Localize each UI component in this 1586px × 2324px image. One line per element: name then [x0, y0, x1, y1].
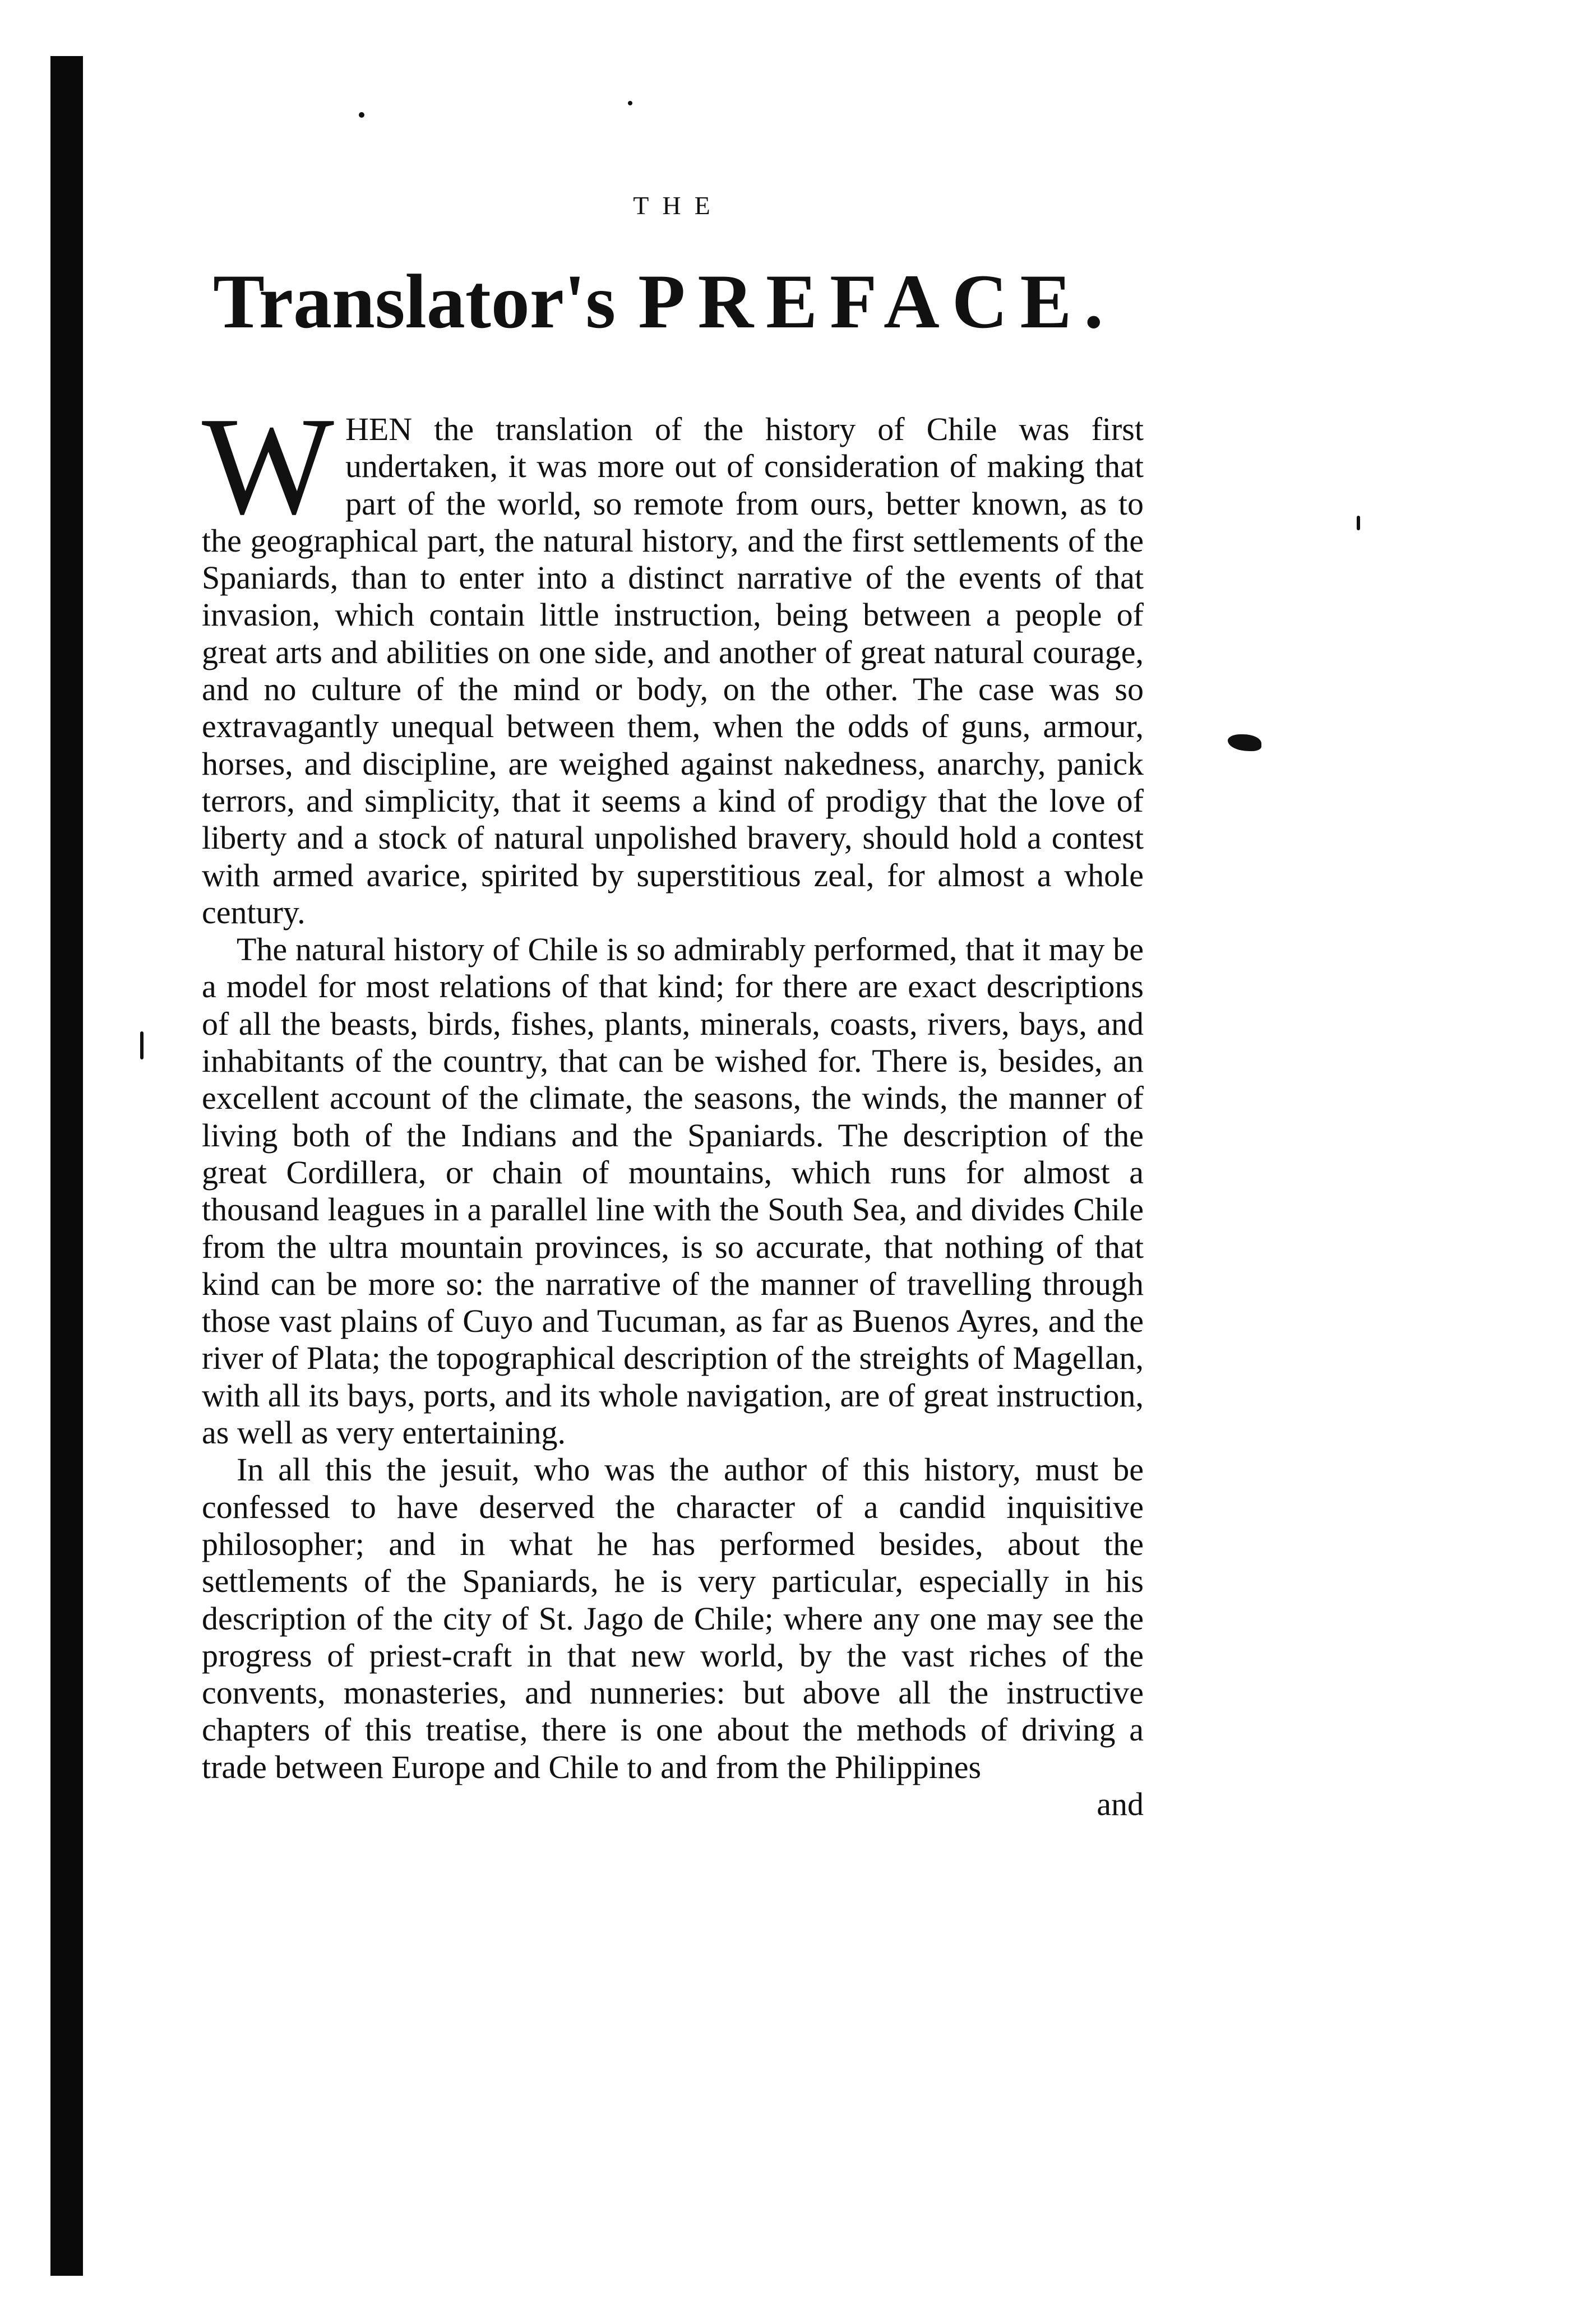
paragraph-3: In all this the jesuit, who was the author of this history, must be confessed to have deserved the character of a candid inquisitive philosopher; and in what he has performed besides, about the settlements of the Spaniards, he is very particular, especially in his description of the city of St. Jago de Chile; where any one may see the progress of priest-craft in that new world, by the vast riches of the convents, monasteries, and nunneries: but above all the instructive chapters of this treatise, there is one about the methods of driving a trade between Europe and Chile to and from the Philippines — [202, 1451, 1144, 1785]
heading-the: THE — [633, 191, 724, 220]
ink-speck — [140, 1031, 144, 1059]
drop-cap: W — [202, 388, 334, 544]
body-text — [202, 388, 1144, 1786]
ink-speck — [1357, 516, 1360, 530]
title-word-translators: Translator's — [213, 258, 616, 344]
binding-edge-shadow — [50, 56, 83, 2276]
paragraph-2: The natural history of Chile is so admirably performed, that it may be a model for most relations of that kind; for there are exact descriptions of all the beasts, birds, fishes, plants, minerals, coasts, rivers, bays, and inhabitants of the country, that can be wished for. There is, besides, an excellent account of the climate, the seasons, the winds, the manner of living both of the Indians and the Spaniards. The description of the great Cordillera, or chain of mountains, which runs for almost a thousand leagues in a parallel line with the South Sea, and divides Chile from the ultra mountain provinces, is so accurate, that nothing of that kind can be more so: the narrative of the manner of travelling through those vast plains of Cuyo and Tucuman, as far as Buenos Ayres, and the river of Plata; the topographical description of the streights of Magellan, with all its bays, ports, and its whole navigation, are of great instruction, as well as very entertaining. — [202, 931, 1144, 1451]
page-title — [213, 260, 1144, 344]
paragraph-1 — [202, 388, 1144, 931]
title-word-preface: PREFACE. — [638, 258, 1116, 344]
ink-speck — [1228, 734, 1261, 751]
catchword: and — [1097, 1785, 1144, 1822]
ink-speck — [359, 112, 364, 118]
ink-speck — [628, 101, 632, 105]
lead-word: HEN — [345, 411, 413, 447]
paragraph-1-text: the translation of the history of Chile was first undertaken, it was more out of consideration of making that part of the world, so remote from ours, better known, as to the geographical part, the natural history, and the first settlements of the Spaniards, than to enter into a distinct narrative of the events of that invasion, which contain little instruction, being between a people of great arts and abilities on one side, and another of great natural courage, and no culture of the mind or body, on the other. The case was so extravagantly unequal between them, when the odds of guns, armour, horses, and discipline, are weighed against nakedness, anarchy, panick terrors, and simplicity, that it seems a kind of prodigy that the love of liberty and a stock of natural unpolished bravery, should hold a contest with armed avarice, spirited by superstitious zeal, for almost a whole century. — [202, 411, 1144, 930]
preface-page — [202, 191, 1144, 1823]
